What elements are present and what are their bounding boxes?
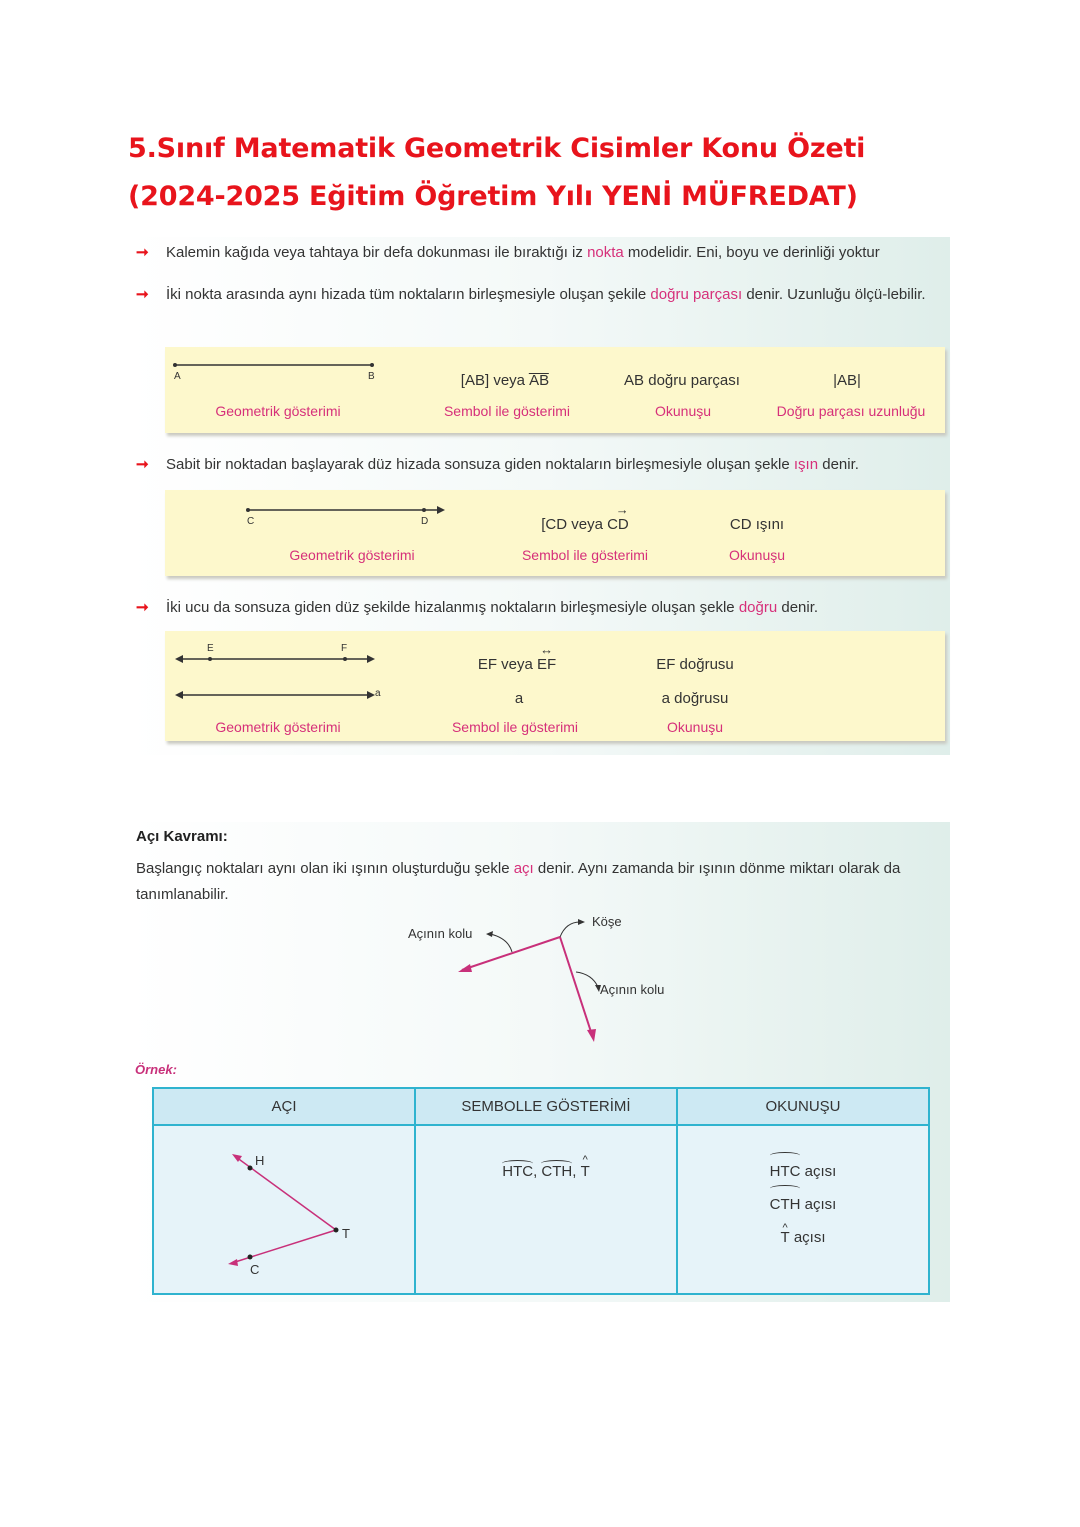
- caption: Geometrik gösterimi: [215, 719, 341, 735]
- point-c-label: C: [250, 1262, 260, 1277]
- arrow-icon: ➞: [136, 456, 149, 473]
- reading-2: CTH açısı: [679, 1188, 927, 1221]
- ray-drawing: [165, 490, 465, 530]
- bullet-dogru-parcasi: ➞ İki nokta arasında aynı hizada tüm noktaların birleşmesiyle oluşan şekile doğru parçası denir. Uzunluğu ölçü-lebilir.: [166, 282, 946, 308]
- line-a-reading: a doğrusu: [661, 690, 729, 707]
- ray-reading: CD ışını: [729, 516, 785, 533]
- point-a-label: A: [174, 371, 181, 382]
- arm-label: Açının kolu: [408, 926, 473, 941]
- bullet-nokta: ➞ Kalemin kağıda veya tahtaya bir defa dokunması ile bıraktığı iz nokta modelidir. Eni, boyu ve derinliği yoktur: [166, 240, 946, 266]
- point-f-label: F: [341, 643, 348, 654]
- title-line-2: (2024-2025 Eğitim Öğretim Yılı YENİ MÜFREDAT): [128, 181, 858, 212]
- vertex-label: Köşe: [592, 914, 622, 929]
- point-h-label: H: [255, 1153, 265, 1168]
- line-a-label: a: [375, 688, 381, 699]
- caption: Okunuşu: [728, 547, 786, 563]
- point-b-label: B: [368, 371, 375, 382]
- angle-heading: Açı Kavramı:: [136, 828, 228, 845]
- segment-length: |AB|: [833, 372, 861, 389]
- reading-1: HTC açısı: [679, 1155, 927, 1188]
- bullet-isin: ➞ Sabit bir noktadan başlayarak düz hizada sonsuza giden noktaların birleşmesiyle oluşan şekle ışın denir.: [166, 452, 946, 478]
- caption: Doğru parçası uzunluğu: [776, 403, 926, 419]
- table-header: OKUNUŞU: [677, 1088, 929, 1125]
- point-c-label: C: [247, 516, 255, 527]
- segment-reading: AB doğru parçası: [624, 372, 740, 389]
- caption: Okunuşu: [654, 403, 712, 419]
- line-drawing: [165, 631, 405, 711]
- angle-table: [152, 1087, 930, 1295]
- angle-htc-drawing: [154, 1126, 412, 1298]
- point-t-label: T: [342, 1226, 350, 1241]
- point-d-label: D: [421, 516, 429, 527]
- line-ef-reading: EF doğrusu: [656, 656, 734, 673]
- reading-3: ^ T açısı: [679, 1221, 927, 1254]
- caption: Sembol ile gösterimi: [443, 403, 571, 419]
- title-line-1: 5.Sınıf Matematik Geometrik Cisimler Konu Özeti: [128, 133, 866, 164]
- table-row: [153, 1125, 929, 1294]
- angle-figure-cell: [153, 1125, 415, 1294]
- point-e-label: E: [207, 643, 214, 654]
- caption: Sembol ile gösterimi: [521, 547, 649, 563]
- arrow-icon: ➞: [136, 599, 149, 616]
- segment-symbol: [AB] veya AB: [460, 372, 550, 389]
- arrow-icon: ➞: [136, 286, 149, 303]
- line-a-symbol: a: [514, 690, 524, 707]
- ray-box: [165, 490, 945, 576]
- caption: Sembol ile gösterimi: [451, 719, 579, 735]
- angle-symbols: HTC, CTH, ^ T: [417, 1163, 675, 1180]
- caption: Geometrik gösterimi: [289, 547, 415, 563]
- table-header: AÇI: [153, 1088, 415, 1125]
- segment-box: [165, 347, 945, 433]
- ray-symbol: [CD veya → CD: [541, 516, 629, 533]
- table-header: SEMBOLLE GÖSTERİMİ: [415, 1088, 677, 1125]
- caption: Okunuşu: [666, 719, 724, 735]
- example-label: Örnek:: [135, 1062, 177, 1077]
- symbol-cell: [415, 1125, 677, 1294]
- line-box: [165, 631, 945, 741]
- reading-cell: [677, 1125, 929, 1294]
- points-lines-panel: [130, 237, 950, 755]
- arrow-icon: ➞: [136, 244, 149, 261]
- arm-label: Açının kolu: [600, 982, 665, 997]
- angle-diagram: [130, 902, 950, 1052]
- caption: Geometrik gösterimi: [215, 403, 341, 419]
- line-symbol: EF veya ↔ EF: [478, 656, 556, 673]
- angle-definition: Başlangıç noktaları aynı olan iki ışının oluşturduğu şekle açı denir. Aynı zamanda bir ışının dönme miktarı olarak da tanımlanabilir.: [136, 860, 901, 903]
- bullet-dogru: ➞ İki ucu da sonsuza giden düz şekilde hizalanmış noktaların birleşmesiyle oluşan şekle doğru denir.: [166, 595, 946, 621]
